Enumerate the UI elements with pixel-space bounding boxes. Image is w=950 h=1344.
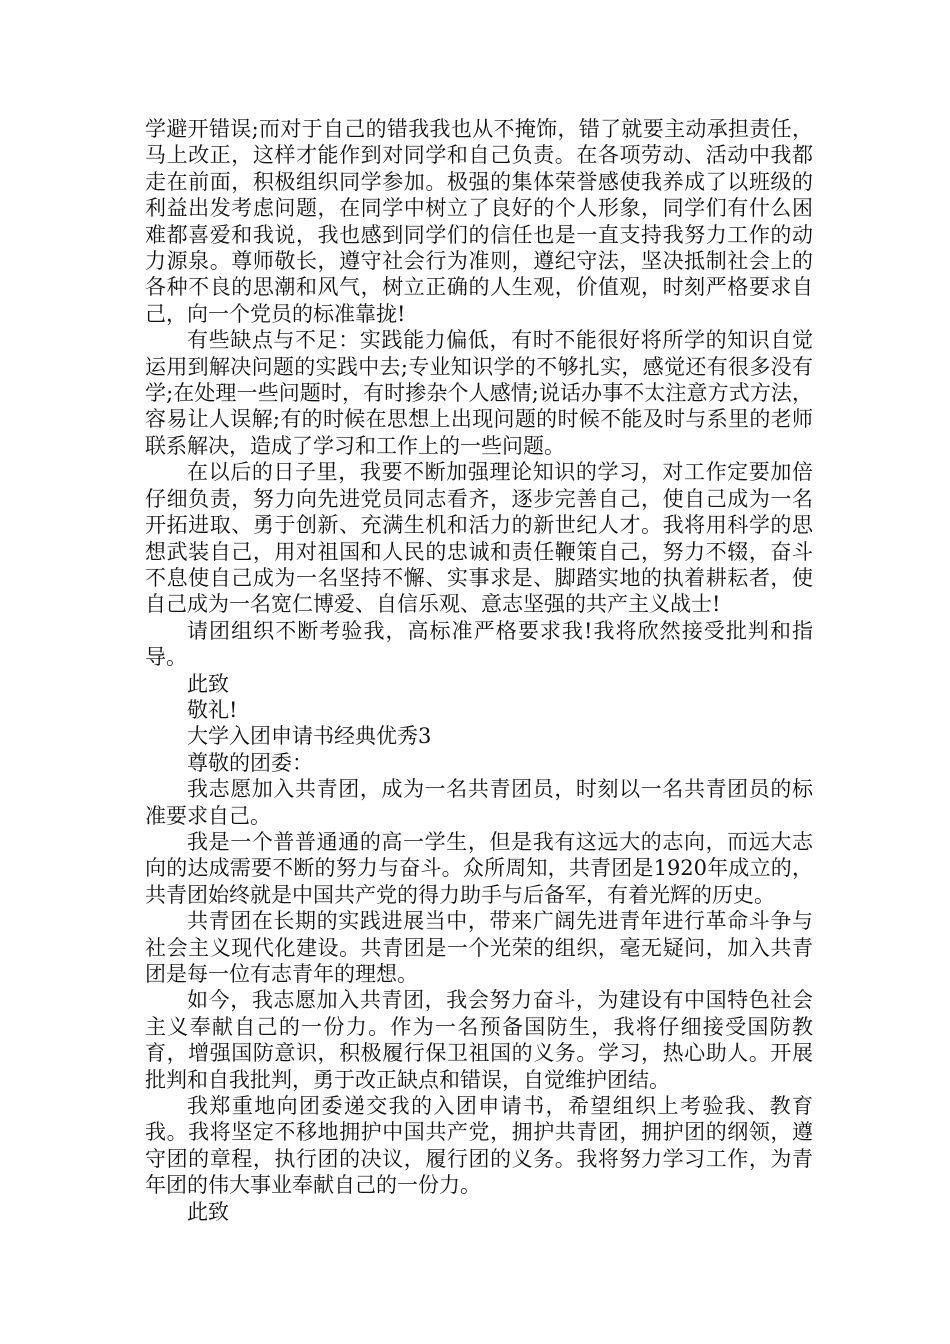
paragraph-continuation: 学避开错误;而对于自己的错我我也从不掩饰，错了就要主动承担责任，马上改正，这样才能作到对同学和自己负责。在各项劳动、活动中我都走在前面，积极组织同学参加。极强的集体荣誉感使我养成了以班级的利益出发考虑问题，在同学中树立了良好的个人形象，同学们有什么困难都喜爱和我说，我也感到同学们的信任也是一直支持我努力工作的动力源泉。尊师敬长，遵守社会行为准则，遵纪守法，坚决抵制社会上的各种不良的思潮和风气，树立正确的人生观，价值观，时刻严格要求自己，向一个党员的标准靠拢!: [145, 117, 813, 326]
paragraph-volunteer: 我志愿加入共青团，成为一名共青团员，时刻以一名共青团员的标准要求自己。: [145, 777, 813, 828]
paragraph-future-plans: 在以后的日子里，我要不断加强理论知识的学习，对工作定要加倍仔细负责，努力向先进党员同志看齐，逐步完善自己，使自己成为一名开拓进取、勇于创新、充满生机和活力的新世纪人才。我将用科学的思想武装自己，用对祖国和人民的忠诚和责任鞭策自己，努力不辍，奋斗不息使自己成为一名坚持不懈、实事求是、脚踏实地的执着耕耘者，使自己成为一名宽仁博爱、自信乐观、意志坚强的共产主义战士!: [145, 460, 813, 617]
greeting: 尊敬的团委：: [187, 750, 313, 775]
closing-salutation: 此致: [187, 671, 229, 696]
paragraph-introduction: 我是一个普普通通的高一学生，但是我有这远大的志向，而远大志向的达成需要不断的努力与奋斗。众所周知，共青团是1920年成立的，共青团始终就是中国共产党的得力助手与后备军，有着光辉的历史。: [145, 829, 813, 907]
paragraph-commitment: 如今，我志愿加入共青团，我会努力奋斗，为建设有中国特色社会主义奉献自己的一份力。作为一名预备国防生，我将仔细接受国防教育，增强国防意识，积极履行保卫祖国的义务。学习，热心助人。开展批判和自我批判，勇于改正缺点和错误，自觉维护团结。: [145, 988, 813, 1092]
section-title: 大学入团申请书经典优秀3: [187, 724, 432, 749]
paragraph-league-history: 共青团在长期的实践进展当中，带来广阔先进青年进行革命斗争与社会主义现代化建设。共青团是一个光荣的组织，毫无疑问，加入共青团是每一位有志青年的理想。: [145, 909, 813, 986]
closing-salutation-2: 此致: [187, 1199, 229, 1224]
paragraph-shortcomings: 有些缺点与不足：实践能力偏低，有时不能很好将所学的知识自觉运用到解决问题的实践中去;专业知识学的不够扎实，感觉还有很多没有学;在处理一些问题时，有时掺杂个人感情;说话办事不太注意方式方法，容易让人误解;有的时候在思想上出现问题的时候不能及时与系里的老师联系解决，造成了学习和工作上的一些问题。: [145, 328, 813, 458]
document-page: [145, 116, 813, 1225]
closing-respect: 敬礼!: [187, 697, 238, 722]
paragraph-submission: 我郑重地向团委递交我的入团申请书，希望组织上考验我、教育我。我将坚定不移地拥护中国共产党，拥护共青团，拥护团的纲领，遵守团的章程，执行团的决议，履行团的义务。我将努力学习工作，为青年团的伟大事业奉献自己的一份力。: [145, 1094, 813, 1198]
paragraph-request: 请团组织不断考验我，高标准严格要求我!我将欣然接受批判和指导。: [145, 618, 813, 670]
